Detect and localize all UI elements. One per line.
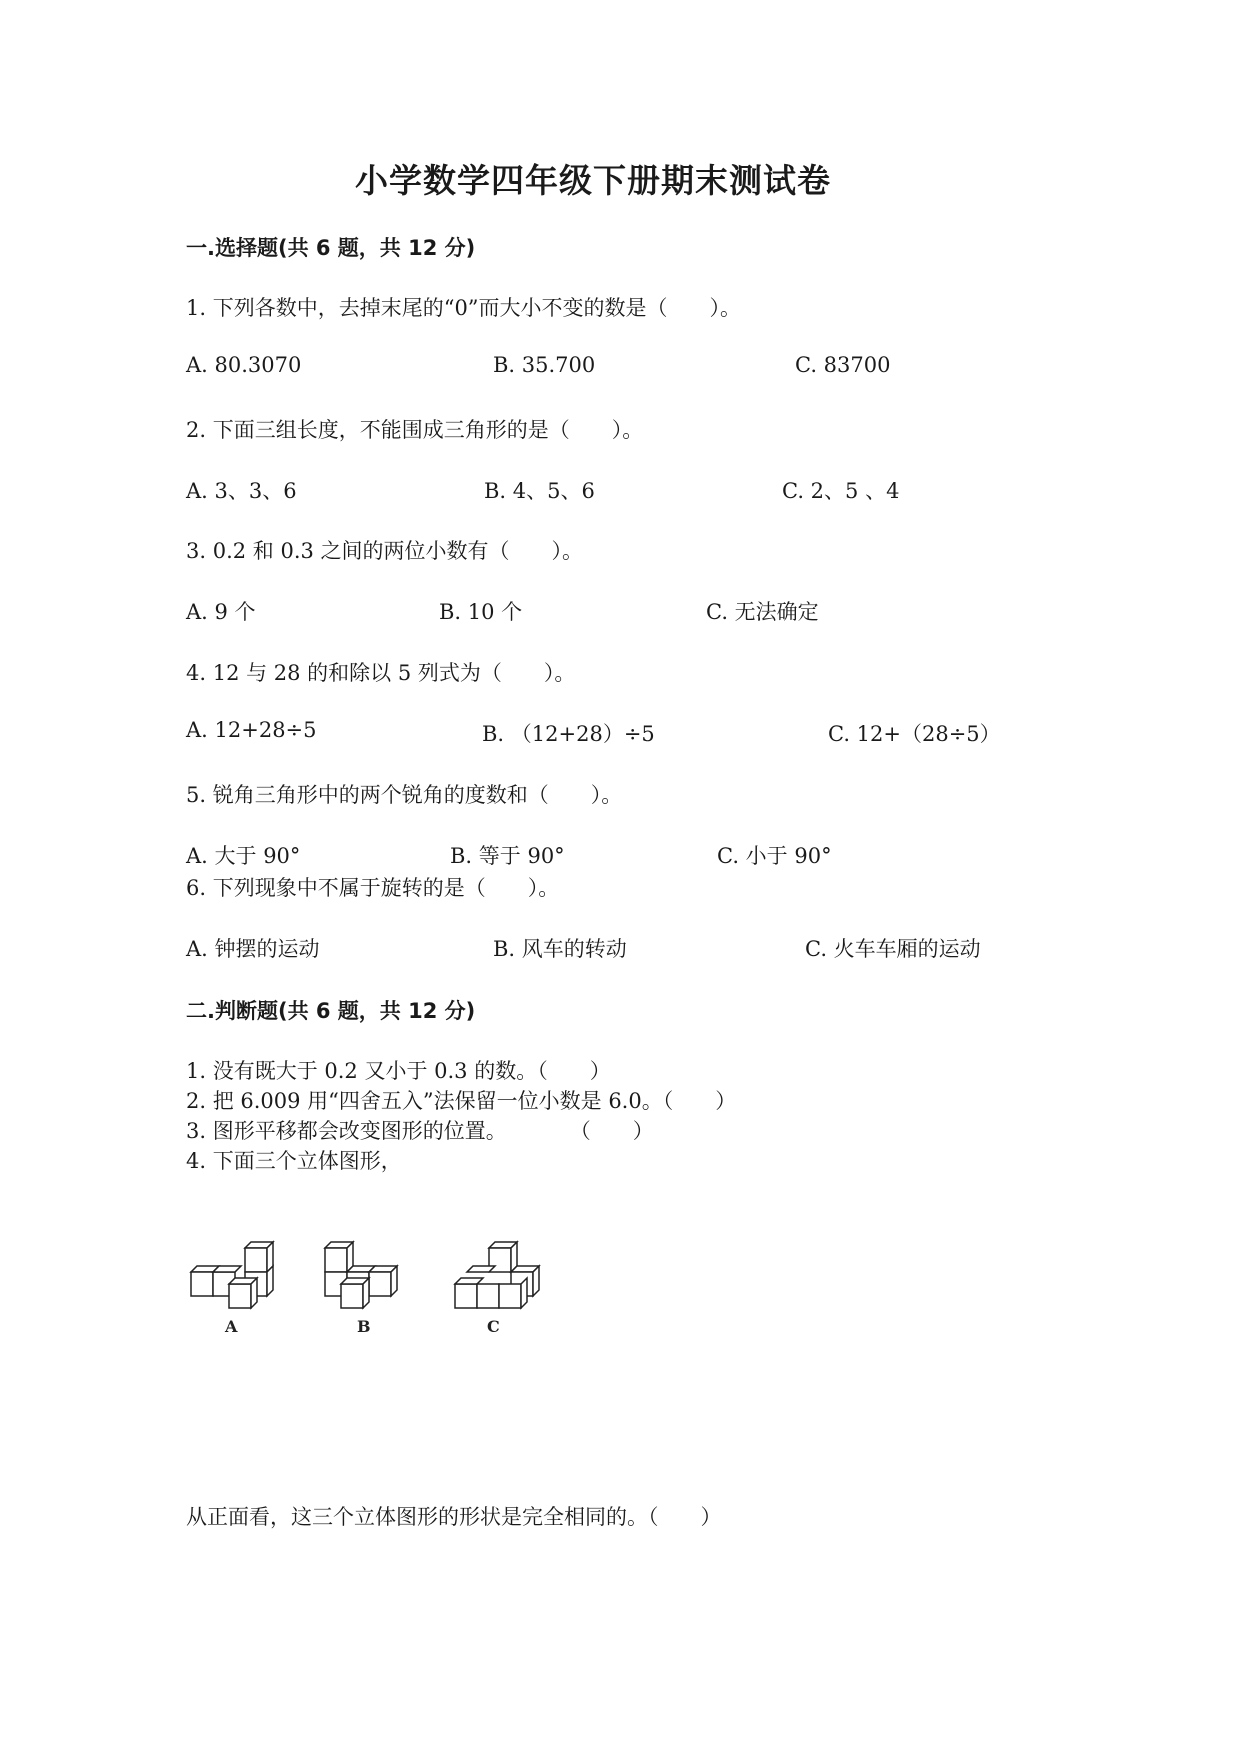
- mc-question-1: 1. 下列各数中，去掉末尾的“0”而大小不变的数是（ ）。: [186, 296, 742, 320]
- cube-figures: [185, 1240, 605, 1360]
- mc-q4-option-c: C. 12+（28÷5）: [828, 722, 1001, 746]
- tf-question-3: 3. 图形平移都会改变图形的位置。 （ ）: [186, 1119, 654, 1143]
- section-2-heading: 二.判断题(共 6 题，共 12 分): [186, 999, 476, 1023]
- mc-q2-option-c: C. 2、5 、4: [782, 479, 900, 503]
- mc-q1-option-a: A. 80.3070: [186, 353, 302, 377]
- tf-question-4: 4. 下面三个立体图形，: [186, 1149, 402, 1173]
- mc-q1-option-b: B. 35.700: [493, 353, 596, 377]
- tf-question-2: 2. 把 6.009 用“四舍五入”法保留一位小数是 6.0。（ ）: [186, 1089, 737, 1113]
- page-title: 小学数学四年级下册期末测试卷: [355, 161, 831, 200]
- mc-q3-option-a: A. 9 个: [186, 600, 256, 624]
- figure-b: [325, 1242, 397, 1308]
- mc-q5-option-a: A. 大于 90°: [186, 844, 301, 868]
- mc-question-6: 6. 下列现象中不属于旋转的是（ ）。: [186, 876, 560, 900]
- mc-question-4: 4. 12 与 28 的和除以 5 列式为（ ）。: [186, 661, 576, 685]
- mc-q2-option-a: A. 3、3、6: [186, 479, 297, 503]
- mc-question-2: 2. 下面三组长度，不能围成三角形的是（ ）。: [186, 418, 644, 442]
- figure-b-label: B: [357, 1317, 371, 1336]
- figure-c: [455, 1242, 539, 1308]
- mc-question-5: 5. 锐角三角形中的两个锐角的度数和（ ）。: [186, 783, 623, 807]
- tf-question-4-statement: 从正面看，这三个立体图形的形状是完全相同的。（ ）: [186, 1505, 722, 1529]
- figure-a-label: A: [225, 1317, 238, 1336]
- mc-q6-option-a: A. 钟摆的运动: [186, 937, 320, 961]
- figure-c-label: C: [487, 1317, 500, 1336]
- mc-q4-option-a: A. 12+28÷5: [186, 718, 317, 742]
- mc-q5-option-c: C. 小于 90°: [717, 844, 832, 868]
- tf-question-1: 1. 没有既大于 0.2 又小于 0.3 的数。（ ）: [186, 1059, 611, 1083]
- mc-q1-option-c: C. 83700: [795, 353, 891, 377]
- mc-q4-option-b: B. （12+28）÷5: [482, 722, 655, 746]
- mc-q3-option-b: B. 10 个: [439, 600, 523, 624]
- mc-q6-option-b: B. 风车的转动: [493, 937, 627, 961]
- mc-q3-option-c: C. 无法确定: [706, 600, 819, 624]
- mc-question-3: 3. 0.2 和 0.3 之间的两位小数有（ ）。: [186, 539, 584, 563]
- mc-q6-option-c: C. 火车车厢的运动: [805, 937, 981, 961]
- section-1-heading: 一.选择题(共 6 题，共 12 分): [186, 236, 476, 260]
- mc-q2-option-b: B. 4、5、6: [484, 479, 595, 503]
- mc-q5-option-b: B. 等于 90°: [450, 844, 565, 868]
- figure-a: [191, 1242, 273, 1308]
